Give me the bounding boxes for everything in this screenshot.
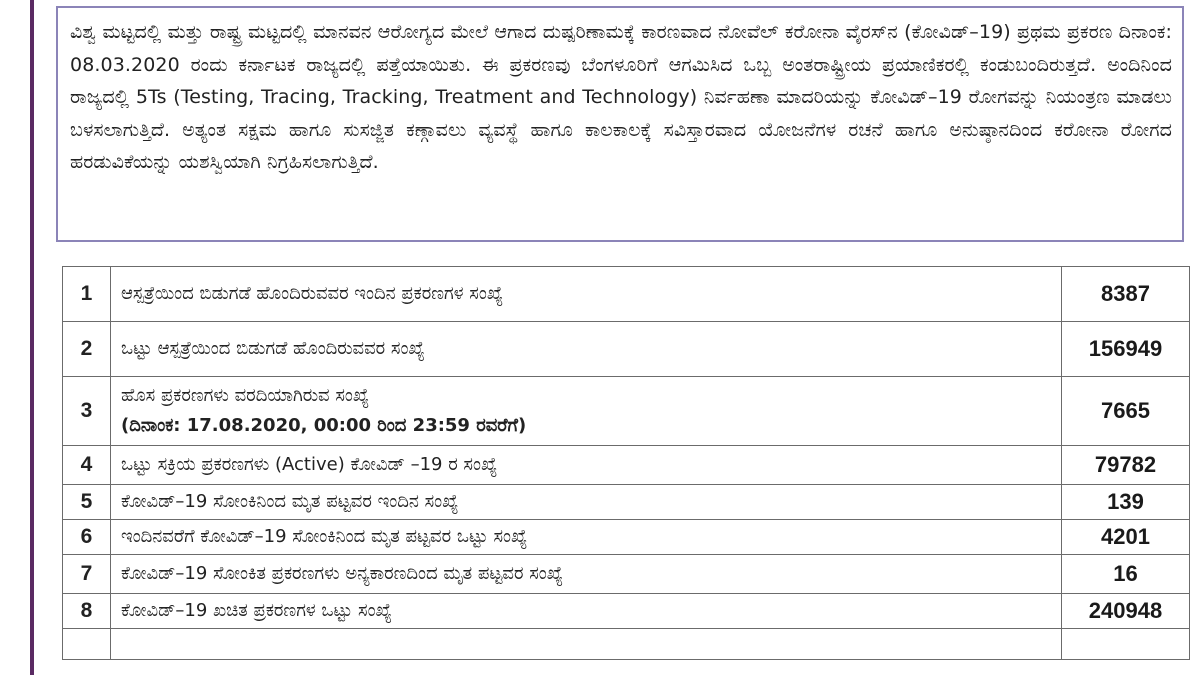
table-row — [63, 520, 1190, 555]
row-label — [111, 446, 1062, 485]
row-label-text: ಕೋವಿಡ್–19 ಸೋಂಕಿನಿಂದ ಮೃತ ಪಟ್ಟವರ ಇಂದಿನ ಸಂಖ್ಯೆ — [121, 491, 459, 512]
row-label — [111, 485, 1062, 520]
row-number: 6 — [63, 520, 111, 555]
row-number: 8 — [63, 594, 111, 629]
row-number: 3 — [63, 377, 111, 446]
row-value: 79782 — [1062, 446, 1190, 485]
table-row — [63, 485, 1190, 520]
page-left-rule — [30, 0, 34, 675]
row-label-text: ಒಟ್ಟು ಆಸ್ಪತ್ರೆಯಿಂದ ಬಿಡುಗಡೆ ಹೊಂದಿರುವವರ ಸಂಖ್ಯೆ — [121, 338, 425, 359]
row-label — [111, 377, 1062, 446]
table-row — [63, 446, 1190, 485]
row-label — [111, 267, 1062, 322]
row-date-range: (ದಿನಾಂಕ: 17.08.2020, 00:00 ರಿಂದ 23:59 ರವರೆಗೆ) — [121, 415, 527, 436]
row-label — [111, 322, 1062, 377]
table-row-partial — [63, 629, 1190, 660]
row-label — [111, 520, 1062, 555]
intro-paragraph: ವಿಶ್ವ ಮಟ್ಟದಲ್ಲಿ ಮತ್ತು ರಾಷ್ಟ್ರ ಮಟ್ಟದಲ್ಲಿ ಮಾನವನ ಆರೋಗ್ಯದ ಮೇಲೆ ಆಗಾದ ದುಷ್ಪರಿಣಾಮಕ್ಕೆ ಕಾರಣವಾದ ನೋವೆಲ್ ಕರೋನಾ ವೈರಸ್‌ನ (ಕೋವಿಡ್–19) ಪ್ರಥಮ ಪ್ರಕರಣ ದಿನಾಂಕ: 08.03.2020 ರಂದು ಕರ್ನಾಟಕ ರಾಜ್ಯದಲ್ಲಿ ಪತ್ತೆಯಾಯಿತು. ಈ ಪ್ರಕರಣವು ಬೆಂಗಳೂರಿಗೆ ಆಗಮಿಸಿದ ಒಬ್ಬ ಅಂತರಾಷ್ಟ್ರೀಯ ಪ್ರಯಾಣಿಕರಲ್ಲಿ ಕಂಡುಬಂದಿರುತ್ತದೆ. ಅಂದಿನಿಂದ ರಾಜ್ಯದಲ್ಲಿ 5Ts (Testing, Tracing, Tracking, Treatment and Technology) ನಿರ್ವಹಣಾ ಮಾದರಿಯನ್ನು ಕೋವಿಡ್–19 ರೋಗವನ್ನು ನಿಯಂತ್ರಣ ಮಾಡಲು ಬಳಸಲಾಗುತ್ತಿದೆ. ಅತ್ಯಂತ ಸಕ್ಷಮ ಹಾಗೂ ಸುಸಜ್ಜಿತ ಕಣ್ಗಾವಲು ವ್ಯವಸ್ಥೆ ಹಾಗೂ ಕಾಲಕಾಲಕ್ಕೆ ಸವಿಸ್ತಾರವಾದ ಯೋಜನೆಗಳ ರಚನೆ ಹಾಗೂ ಅನುಷ್ಠಾನದಿಂದ ಕರೋನಾ ರೋಗದ ಹರಡುವಿಕೆಯನ್ನು ಯಶಸ್ವಿಯಾಗಿ ನಿಗ್ರಹಿಸಲಾಗುತ್ತಿದೆ. — [70, 21, 1172, 174]
row-value: 139 — [1062, 485, 1190, 520]
row-number: 1 — [63, 267, 111, 322]
row-label-text: ಒಟ್ಟು ಸಕ್ರಿಯ ಪ್ರಕರಣಗಳು (Active) ಕೋವಿಡ್ –19 ರ ಸಂಖ್ಯೆ — [121, 454, 498, 475]
row-value: 16 — [1062, 555, 1190, 594]
row-value: 4201 — [1062, 520, 1190, 555]
row-value: 8387 — [1062, 267, 1190, 322]
row-value: 240948 — [1062, 594, 1190, 629]
intro-box — [56, 6, 1184, 242]
row-label — [111, 555, 1062, 594]
row-label-text: ಕೋವಿಡ್–19 ಖಚಿತ ಪ್ರಕರಣಗಳ ಒಟ್ಟು ಸಂಖ್ಯೆ — [121, 600, 392, 621]
table-row — [63, 377, 1190, 446]
row-label-text: ಆಸ್ಪತ್ರೆಯಿಂದ ಬಿಡುಗಡೆ ಹೊಂದಿರುವವರ ಇಂದಿನ ಪ್ರಕರಣಗಳ ಸಂಖ್ಯೆ — [121, 283, 504, 304]
row-number: 2 — [63, 322, 111, 377]
table-row — [63, 594, 1190, 629]
row-value-empty — [1062, 629, 1190, 660]
table-row — [63, 322, 1190, 377]
row-label-text: ಕೋವಿಡ್–19 ಸೋಂಕಿತ ಪ್ರಕರಣಗಳು ಅನ್ಯಕಾರಣದಿಂದ ಮೃತ ಪಟ್ಟವರ ಸಂಖ್ಯೆ — [121, 563, 564, 584]
row-label-empty — [111, 629, 1062, 660]
row-value: 156949 — [1062, 322, 1190, 377]
table-row — [63, 267, 1190, 322]
row-value: 7665 — [1062, 377, 1190, 446]
row-number: 7 — [63, 555, 111, 594]
row-number: 4 — [63, 446, 111, 485]
row-number: 5 — [63, 485, 111, 520]
row-label-text: ಇಂದಿನವರೆಗೆ ಕೋವಿಡ್–19 ಸೋಂಕಿನಿಂದ ಮೃತ ಪಟ್ಟವರ ಒಟ್ಟು ಸಂಖ್ಯೆ — [121, 526, 528, 547]
row-label-text: ಹೊಸ ಪ್ರಕರಣಗಳು ವರದಿಯಾಗಿರುವ ಸಂಖ್ಯೆ — [121, 385, 370, 406]
table-row — [63, 555, 1190, 594]
row-number-empty — [63, 629, 111, 660]
covid-stats-table — [62, 266, 1190, 660]
row-label — [111, 594, 1062, 629]
